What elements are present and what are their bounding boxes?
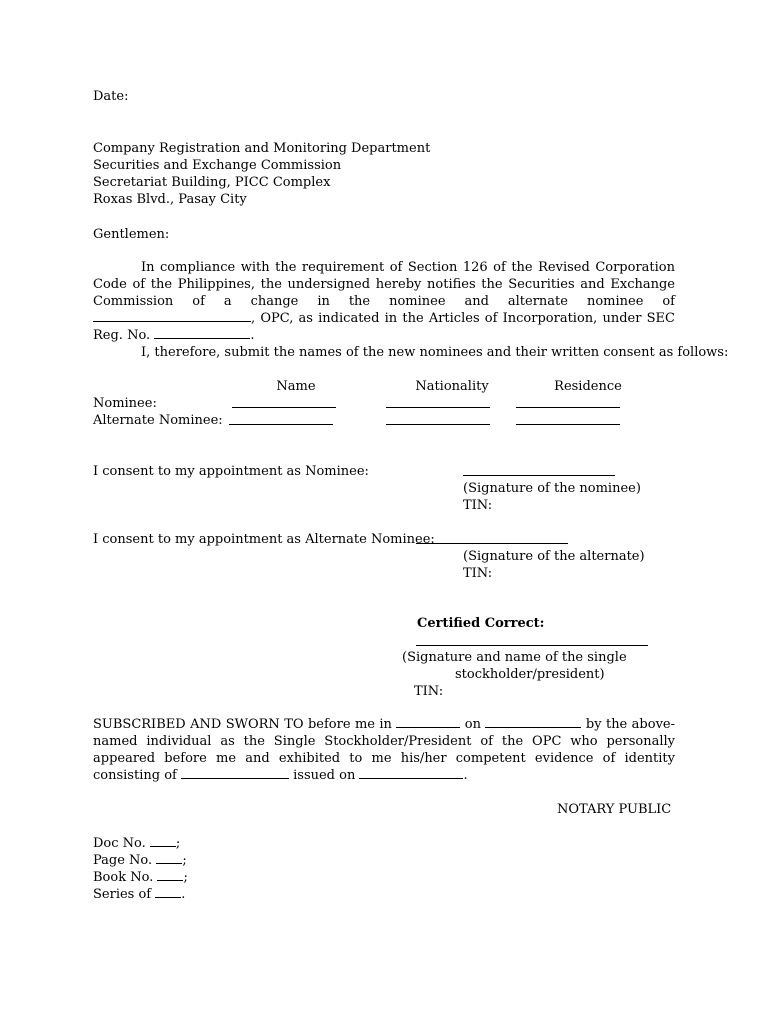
series-of-blank — [155, 886, 181, 898]
nominee-nationality-blank — [386, 407, 490, 408]
identity-document-blank — [181, 767, 289, 779]
series-of-separator: . — [181, 887, 186, 902]
date-label: Date: — [93, 89, 129, 104]
book-no-line — [93, 869, 188, 886]
nominee-row-label: Nominee: — [93, 396, 157, 411]
certified-correct-heading: Certified Correct: — [417, 616, 545, 631]
compliance-text-a: In compliance with the requirement of Section 126 of the Revised Corporation Code of the Philippines, the undersigned hereby notifies the Securities and Exchange Commission of a change in the nominee and alternate nominee of — [93, 260, 675, 309]
jurat-text-c: by the above-named individual as the Single Stockholder/President of the OPC who personally appeared before me and exhibited to me his/her competent evidence of identity consisting of — [93, 717, 676, 783]
salutation: Gentlemen: — [93, 227, 170, 242]
address-line-2: Securities and Exchange Commission — [93, 158, 342, 173]
alternate-signature-blank — [416, 543, 568, 544]
stockholder-caption-line-1: (Signature and name of the single — [402, 650, 627, 665]
address-line-4: Roxas Blvd., Pasay City — [93, 192, 247, 207]
nominee-name-blank — [232, 407, 336, 408]
alternate-residence-blank — [516, 424, 620, 425]
alternate-nominee-row-label: Alternate Nominee: — [93, 413, 223, 428]
compliance-paragraph — [93, 259, 675, 344]
nominee-residence-blank — [516, 407, 620, 408]
doc-no-line — [93, 835, 180, 852]
page-no-blank — [156, 852, 182, 864]
jurat-date-blank — [485, 716, 581, 728]
nominee-signature-caption: (Signature of the nominee) — [463, 481, 641, 496]
alternate-nationality-blank — [386, 424, 490, 425]
book-no-label: Book No. — [93, 870, 154, 885]
compliance-text-b: , OPC, as indicated in the Articles of Incorporation, under SEC Reg. No. — [93, 311, 675, 343]
doc-no-blank — [150, 835, 176, 847]
book-no-separator: ; — [183, 870, 188, 885]
doc-no-separator: ; — [175, 836, 181, 851]
table-header-name: Name — [276, 379, 316, 394]
jurat-paragraph — [93, 716, 675, 784]
stockholder-caption-line-2: stockholder/president) — [455, 667, 605, 682]
notary-public-label: NOTARY PUBLIC — [557, 802, 672, 817]
company-name-blank — [93, 310, 251, 322]
jurat-text-b: on — [464, 717, 481, 732]
stockholder-signature-blank — [416, 645, 648, 646]
jurat-place-blank — [396, 716, 460, 728]
address-line-1: Company Registration and Monitoring Department — [93, 141, 431, 156]
series-of-label: Series of — [93, 887, 152, 902]
nominee-signature-blank — [463, 475, 615, 476]
alternate-consent-text: I consent to my appointment as Alternate Nominee: — [93, 532, 435, 547]
doc-no-label: Doc No. — [93, 836, 146, 851]
series-of-line — [93, 886, 185, 903]
alternate-name-blank — [229, 424, 333, 425]
book-no-blank — [157, 869, 183, 881]
table-header-residence: Residence — [554, 379, 622, 394]
nominee-tin-label: TIN: — [463, 498, 493, 513]
address-line-3: Secretariat Building, PICC Complex — [93, 175, 331, 190]
submission-paragraph: I, therefore, submit the names of the new nominees and their written consent as follows: — [141, 345, 729, 360]
nominee-consent-text: I consent to my appointment as Nominee: — [93, 464, 369, 479]
page-no-separator: ; — [182, 853, 187, 868]
stockholder-tin-label: TIN: — [414, 684, 444, 699]
page-no-line — [93, 852, 187, 869]
alternate-tin-label: TIN: — [463, 566, 493, 581]
jurat-text-d: issued on — [293, 768, 356, 783]
alternate-signature-caption: (Signature of the alternate) — [463, 549, 645, 564]
jurat-text-e: . — [463, 768, 468, 783]
table-header-nationality: Nationality — [415, 379, 489, 394]
page-no-label: Page No. — [93, 853, 153, 868]
sec-reg-no-blank — [154, 327, 250, 339]
jurat-text-a: SUBSCRIBED AND SWORN TO before me in — [93, 717, 392, 732]
compliance-text-c: . — [250, 328, 255, 343]
issued-on-blank — [359, 767, 463, 779]
